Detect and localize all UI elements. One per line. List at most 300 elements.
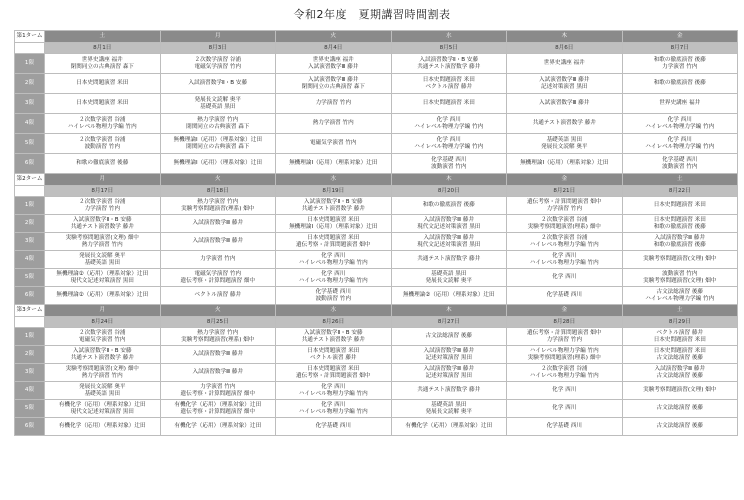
period-label: 2限 [15,346,45,364]
class-entry: 遺伝考察・計算問題演習 畑中 [527,329,602,336]
class-cell [160,74,276,94]
class-entry: 入試演習数学Ⅲ 藤井 [423,365,474,372]
class-entry: 共通テスト演習数学 藤井 [532,120,596,126]
class-cell [507,94,623,114]
class-entry: 世界史講座 福井 [659,100,701,106]
class-entry: 入試演習数学Ⅲ 藤井 [308,63,359,70]
class-entry: 無機理論②（応用）（理系対象）辻田 [56,292,149,298]
class-cell [391,54,507,74]
class-entry: 日本史問題演習 米田 [653,336,706,343]
class-entry: 化学基礎 西川 [546,292,582,298]
class-cell [507,346,623,364]
class-entry: 化学 西川 [552,274,577,280]
class-cell [391,233,507,251]
class-cell [160,94,276,114]
period-label: 3限 [15,233,45,251]
class-entry: 電磁気学演習 竹内 [309,140,357,146]
day-header: 金 [507,305,623,317]
class-entry: 無機理論Ⅰ（応用）（理系対象）辻田 [173,160,262,166]
class-entry: 入試演習数学Ⅱ・B 安藤 [303,198,363,205]
period-label: 1限 [15,328,45,346]
class-entry: 発展長文読解 奥平 [540,143,588,150]
class-entry: ベクトル演習 藤井 [309,354,357,361]
class-entry: 入試演習数学Ⅲ 藤井 [192,238,243,244]
class-cell [276,382,392,400]
class-entry: ベクトル演習 藤井 [425,83,473,90]
class-entry: 電磁気学演習 竹内 [78,336,126,343]
class-cell [622,134,738,154]
period-row [15,364,738,382]
class-cell [507,197,623,215]
class-entry: 現代文記述対策演習 黒田 [417,241,481,248]
class-entry: 熱力学演習 竹内 [312,120,354,126]
class-entry: 力学演習 竹内 [662,63,698,70]
class-cell [45,346,161,364]
class-cell [45,233,161,251]
day-header: 月 [45,174,161,186]
class-entry: 日本史問題演習 米田 [422,76,475,83]
period-label: 6限 [15,287,45,305]
class-cell [276,233,392,251]
class-cell [45,154,161,174]
class-entry: 入試演習数学Ⅱ・B 安藤 [188,80,248,86]
class-cell [45,215,161,233]
class-cell [45,251,161,269]
class-entry: 古文法総演習 後藤 [656,423,704,429]
class-entry: ハイレベル物理力学編 竹内 [645,295,715,302]
class-entry: 基礎英語 黒田 [546,136,582,143]
term-day-header-row [15,174,738,186]
class-entry: 波動演習 竹内 [84,143,120,150]
class-entry: 日本史問題演習 米田 [653,202,706,208]
class-entry: 閉関同立の古典演習 森下 [70,63,134,70]
period-label: 4限 [15,114,45,134]
class-entry: 無機理論②（応用）（理系対象）辻田 [402,292,495,298]
date-header: 8月22日 [622,186,738,197]
class-cell [622,74,738,94]
class-entry: 有機化学（応用）（理系対象）辻田 [174,423,262,429]
class-cell [160,364,276,382]
class-entry: 共通テスト演習数学 藤井 [301,205,365,212]
class-cell [160,418,276,436]
class-entry: ハイレベル物理力学編 竹内 [298,259,368,266]
class-entry: 日本史問題演習 米田 [76,80,129,86]
class-cell [160,197,276,215]
class-entry: 日本史問題演習 米田 [422,100,475,106]
class-entry: ハイレベル物理力学編 竹内 [414,123,484,130]
period-row [15,382,738,400]
term-date-row [15,317,738,328]
class-cell [160,287,276,305]
class-cell [622,364,738,382]
day-header: 水 [276,174,392,186]
class-cell [507,400,623,418]
period-label: 5限 [15,400,45,418]
period-label: 1限 [15,54,45,74]
date-header: 8月1日 [45,43,161,54]
class-cell [276,94,392,114]
term-label: 第2ターム [15,174,45,186]
class-entry: 波動演習 竹内 [431,163,467,170]
period-row [15,251,738,269]
class-entry: 有機化学（応用）（理系対象）辻田 [174,401,262,408]
class-entry: 発展長文読解 奥平 [78,252,126,259]
class-entry: 記述対策演習 黒田 [425,372,473,379]
date-header: 8月25日 [160,317,276,328]
class-cell [622,233,738,251]
period-row [15,215,738,233]
period-label: 6限 [15,418,45,436]
class-entry: 無機理論②（応用）（理系対象）辻田 [56,270,149,277]
class-entry: ハイレベル物理力学編 竹内 [298,390,368,397]
class-entry: 閉関同立の古典演習 森下 [186,143,250,150]
class-cell [276,154,392,174]
class-cell [45,287,161,305]
class-entry: 和歌の徹底演習 後藤 [76,160,129,166]
date-header: 8月28日 [507,317,623,328]
class-cell [391,154,507,174]
class-cell [391,74,507,94]
class-cell [160,400,276,418]
class-entry: 電磁気学演習 竹内 [194,270,242,277]
class-cell [622,346,738,364]
period-row [15,134,738,154]
period-label: 3限 [15,94,45,114]
term-day-header-row [15,305,738,317]
class-cell [276,74,392,94]
class-entry: 実験考察問題演習(文理) 畑中 [643,277,717,284]
term-label: 第1ターム [15,31,45,43]
class-cell [622,269,738,287]
class-entry: ２次数学演習 谷浦 [540,365,588,372]
class-entry: 無機理論Ⅰ（応用）（理系対象）辻田 [289,160,378,166]
day-header: 土 [45,31,161,43]
class-cell [276,54,392,74]
class-entry: 化学 西川 [667,136,692,143]
class-entry: 実験考察問題演習(理系) 畑中 [181,205,255,212]
period-row [15,346,738,364]
class-entry: 遺伝考察・計算問題演習 畑中 [296,241,371,248]
class-entry: 化学 西川 [321,383,346,390]
day-header: 木 [391,305,507,317]
class-entry: ２次数学演習 谷浦 [540,234,588,241]
class-entry: 波動演習 竹内 [662,163,698,170]
class-entry: 熱力学演習 竹内 [81,372,123,379]
class-cell [507,382,623,400]
class-cell [45,382,161,400]
class-cell [391,418,507,436]
class-entry: 日本史問題演習 米田 [307,347,360,354]
period-label: 6限 [15,154,45,174]
class-entry: 日本史問題演習 米田 [307,234,360,241]
class-entry: 遺伝考察・計算問題演習 畑中 [296,372,371,379]
class-entry: ２次数学演習 谷浦 [78,136,126,143]
class-cell [507,269,623,287]
class-cell [391,287,507,305]
class-entry: 実験考察問題演習(理系) 畑中 [527,223,601,230]
class-entry: 力学演習 竹内 [84,205,120,212]
class-cell [622,215,738,233]
class-entry: 力学演習 竹内 [200,383,236,390]
class-entry: 有機化学（応用）（理系対象）辻田 [58,423,146,429]
class-entry: 熱力学演習 竹内 [197,198,239,205]
day-header: 火 [160,174,276,186]
class-cell [276,418,392,436]
class-entry: 古文法総演習 後藤 [425,333,473,339]
class-entry: 化学 西川 [552,405,577,411]
class-entry: 入試演習数学Ⅲ 藤井 [423,234,474,241]
class-cell [622,287,738,305]
class-entry: 化学基礎 西川 [662,156,698,163]
class-entry: 無機理論Ⅰ（応用）（理系対象）辻田 [173,136,262,143]
class-cell [160,154,276,174]
class-entry: 化学基礎 西川 [546,423,582,429]
period-row [15,400,738,418]
class-entry: 化学 西川 [552,252,577,259]
day-header: 火 [160,305,276,317]
period-label: 2限 [15,215,45,233]
day-header: 月 [160,31,276,43]
class-cell [507,154,623,174]
class-cell [622,400,738,418]
class-entry: 熱力学演習 竹内 [197,329,239,336]
class-cell [45,197,161,215]
term-day-header-row [15,31,738,43]
class-cell [391,114,507,134]
class-entry: ２次数学演習 谷浦 [78,116,126,123]
class-entry: 共通テスト演習数学 藤井 [70,354,134,361]
class-cell [276,215,392,233]
class-cell [391,400,507,418]
class-entry: 波動演習 竹内 [662,270,698,277]
class-entry: 和歌の徹底演習 後藤 [422,202,475,208]
class-cell [622,382,738,400]
class-entry: 実験考察問題演習(理系) 畑中 [527,354,601,361]
period-row [15,197,738,215]
period-label: 4限 [15,251,45,269]
period-label: 5限 [15,134,45,154]
class-entry: 化学 西川 [321,252,346,259]
class-cell [622,154,738,174]
class-entry: 電磁気学演習 竹内 [194,63,242,70]
day-header: 土 [622,305,738,317]
class-entry: 化学 西川 [436,116,461,123]
class-cell [45,114,161,134]
day-header: 金 [622,31,738,43]
class-entry: 入試演習数学Ⅲ 藤井 [539,100,590,106]
class-cell [276,346,392,364]
class-cell [507,54,623,74]
class-cell [45,364,161,382]
class-entry: 共通テスト演習数学 藤井 [417,63,481,70]
class-entry: ハイレベル物理力学編 竹内 [414,143,484,150]
class-cell [507,134,623,154]
class-entry: 発展長文読解 奥平 [425,277,473,284]
class-entry: 共通テスト演習数学 藤井 [417,256,481,262]
class-entry: 入試演習数学Ⅲ 藤井 [423,347,474,354]
class-cell [391,382,507,400]
class-cell [507,364,623,382]
period-label: 3限 [15,364,45,382]
class-entry: ハイレベル物理力学編 竹内 [645,123,715,130]
class-cell [507,74,623,94]
class-entry: 和歌の徹底演習 後藤 [653,56,706,63]
class-entry: 実験考察問題演習(文理) 畑中 [65,365,139,372]
class-entry: 入試演習数学Ⅱ・B 安藤 [419,56,479,63]
class-cell [276,197,392,215]
class-entry: ２次数学演習 谷浦 [194,56,242,63]
date-header: 8月5日 [391,43,507,54]
class-cell [276,251,392,269]
period-row [15,287,738,305]
class-entry: ハイレベル物理力学編 竹内 [67,123,137,130]
class-cell [391,134,507,154]
class-cell [276,114,392,134]
class-entry: 基礎英語 黒田 [431,270,467,277]
class-cell [276,364,392,382]
class-entry: 古文法総演習 後藤 [656,405,704,411]
class-cell [507,251,623,269]
class-entry: 入試演習数学Ⅲ 藤井 [192,220,243,226]
page-title: 令和2年度 夏期講習時間割表 [293,8,451,21]
period-row [15,233,738,251]
date-header: 8月17日 [45,186,161,197]
class-entry: 和歌の徹底演習 後藤 [653,223,706,230]
class-entry: 化学基礎 西川 [315,423,351,429]
day-header: 土 [622,174,738,186]
class-entry: 日本史問題演習 米田 [307,216,360,223]
class-entry: 実験考察問題演習(理系) 畑中 [181,336,255,343]
class-entry: 記述対策演習 黒田 [540,83,588,90]
class-entry: 入試演習数学Ⅱ・B 安藤 [303,329,363,336]
class-cell [45,418,161,436]
date-header: 8月19日 [276,186,392,197]
date-header: 8月29日 [622,317,738,328]
class-entry: ハイレベル物理力学編 竹内 [529,259,599,266]
class-cell [160,382,276,400]
term-label: 第3ターム [15,305,45,317]
class-cell [160,134,276,154]
class-cell [507,114,623,134]
class-entry: 遺伝考察・計算問題演習 畑中 [527,198,602,205]
class-entry: 化学 西川 [321,270,346,277]
class-entry: 化学 西川 [321,401,346,408]
class-entry: 熱力学演習 竹内 [81,241,123,248]
class-entry: 基礎英語 黒田 [84,259,120,266]
class-entry: 日本史問題演習 米田 [653,216,706,223]
class-entry: 入試演習数学Ⅲ 藤井 [192,369,243,375]
class-entry: 共通テスト演習数学 藤井 [301,336,365,343]
class-cell [391,269,507,287]
term-label-spacer [15,186,45,197]
class-entry: 基礎英語 黒田 [431,401,467,408]
class-entry: 和歌の徹底演習 後藤 [653,241,706,248]
class-entry: 遺伝考察・計算問題演習 畑中 [180,408,255,415]
class-entry: ハイレベル物理力学編 竹内 [529,347,599,354]
class-cell [622,251,738,269]
class-cell [45,328,161,346]
class-entry: ハイレベル物理力学編 竹内 [529,241,599,248]
class-cell [391,197,507,215]
class-cell [160,114,276,134]
class-entry: 力学演習 竹内 [546,336,582,343]
class-entry: 世界史講座 福井 [81,56,123,63]
class-cell [276,269,392,287]
class-entry: 日本史問題演習 米田 [653,347,706,354]
class-entry: 和歌の徹底演習 後藤 [653,80,706,86]
class-cell [391,215,507,233]
class-entry: 実験考察問題演習(文理) 畑中 [643,256,717,262]
class-entry: 記述対策演習 黒田 [425,354,473,361]
class-cell [507,233,623,251]
period-row [15,114,738,134]
date-header: 8月3日 [160,43,276,54]
term-label-spacer [15,43,45,54]
period-label: 2限 [15,74,45,94]
class-entry: 古文法総演習 後藤 [656,372,704,379]
term-date-row [15,186,738,197]
class-entry: 現代文記述対策演習 黒田 [70,277,134,284]
class-cell [391,328,507,346]
class-cell [45,269,161,287]
class-cell [45,74,161,94]
class-cell [45,94,161,114]
class-entry: 化学 西川 [552,387,577,393]
period-row [15,74,738,94]
class-entry: 閉関同立の古典演習 森下 [301,83,365,90]
class-cell [160,346,276,364]
class-entry: 発展長文読解 奥平 [425,408,473,415]
class-cell [276,328,392,346]
class-entry: 共通テスト演習数学 藤井 [70,223,134,230]
class-cell [622,54,738,74]
day-header: 木 [391,174,507,186]
class-entry: 入試演習数学Ⅲ 藤井 [308,76,359,83]
class-entry: ベクトル演習 藤井 [656,329,704,336]
class-entry: 入試演習数学Ⅱ・B 安藤 [72,347,132,354]
day-header: 月 [45,305,161,317]
class-cell [160,251,276,269]
period-row [15,94,738,114]
date-header: 8月4日 [276,43,392,54]
class-entry: 現代文記述対策演習 黒田 [70,408,134,415]
date-header: 8月18日 [160,186,276,197]
class-cell [622,114,738,134]
class-entry: 実験考察問題演習(文理) 畑中 [65,234,139,241]
class-entry: 実験考察問題演習(文理) 畑中 [643,387,717,393]
class-entry: 化学 西川 [667,116,692,123]
class-cell [391,94,507,114]
class-entry: 入試演習数学Ⅲ 藤井 [423,216,474,223]
class-entry: ベクトル演習 藤井 [194,292,242,298]
class-entry: ２次数学演習 谷浦 [78,198,126,205]
date-header: 8月7日 [622,43,738,54]
class-entry: 日本史問題演習 米田 [76,100,129,106]
class-entry: 閉関同立の古典演習 森下 [186,123,250,130]
period-label: 5限 [15,269,45,287]
date-header: 8月26日 [276,317,392,328]
class-entry: 入試演習数学Ⅱ・B 安藤 [72,216,132,223]
class-entry: ２次数学演習 谷浦 [540,216,588,223]
class-cell [276,134,392,154]
class-entry: 化学基礎 西川 [431,156,467,163]
class-entry: 力学演習 竹内 [200,256,236,262]
day-header: 木 [507,31,623,43]
class-entry: 有機化学（応用）（理系対象）辻田 [58,401,146,408]
period-row [15,418,738,436]
class-entry: 化学基礎 西川 [315,288,351,295]
class-cell [276,400,392,418]
